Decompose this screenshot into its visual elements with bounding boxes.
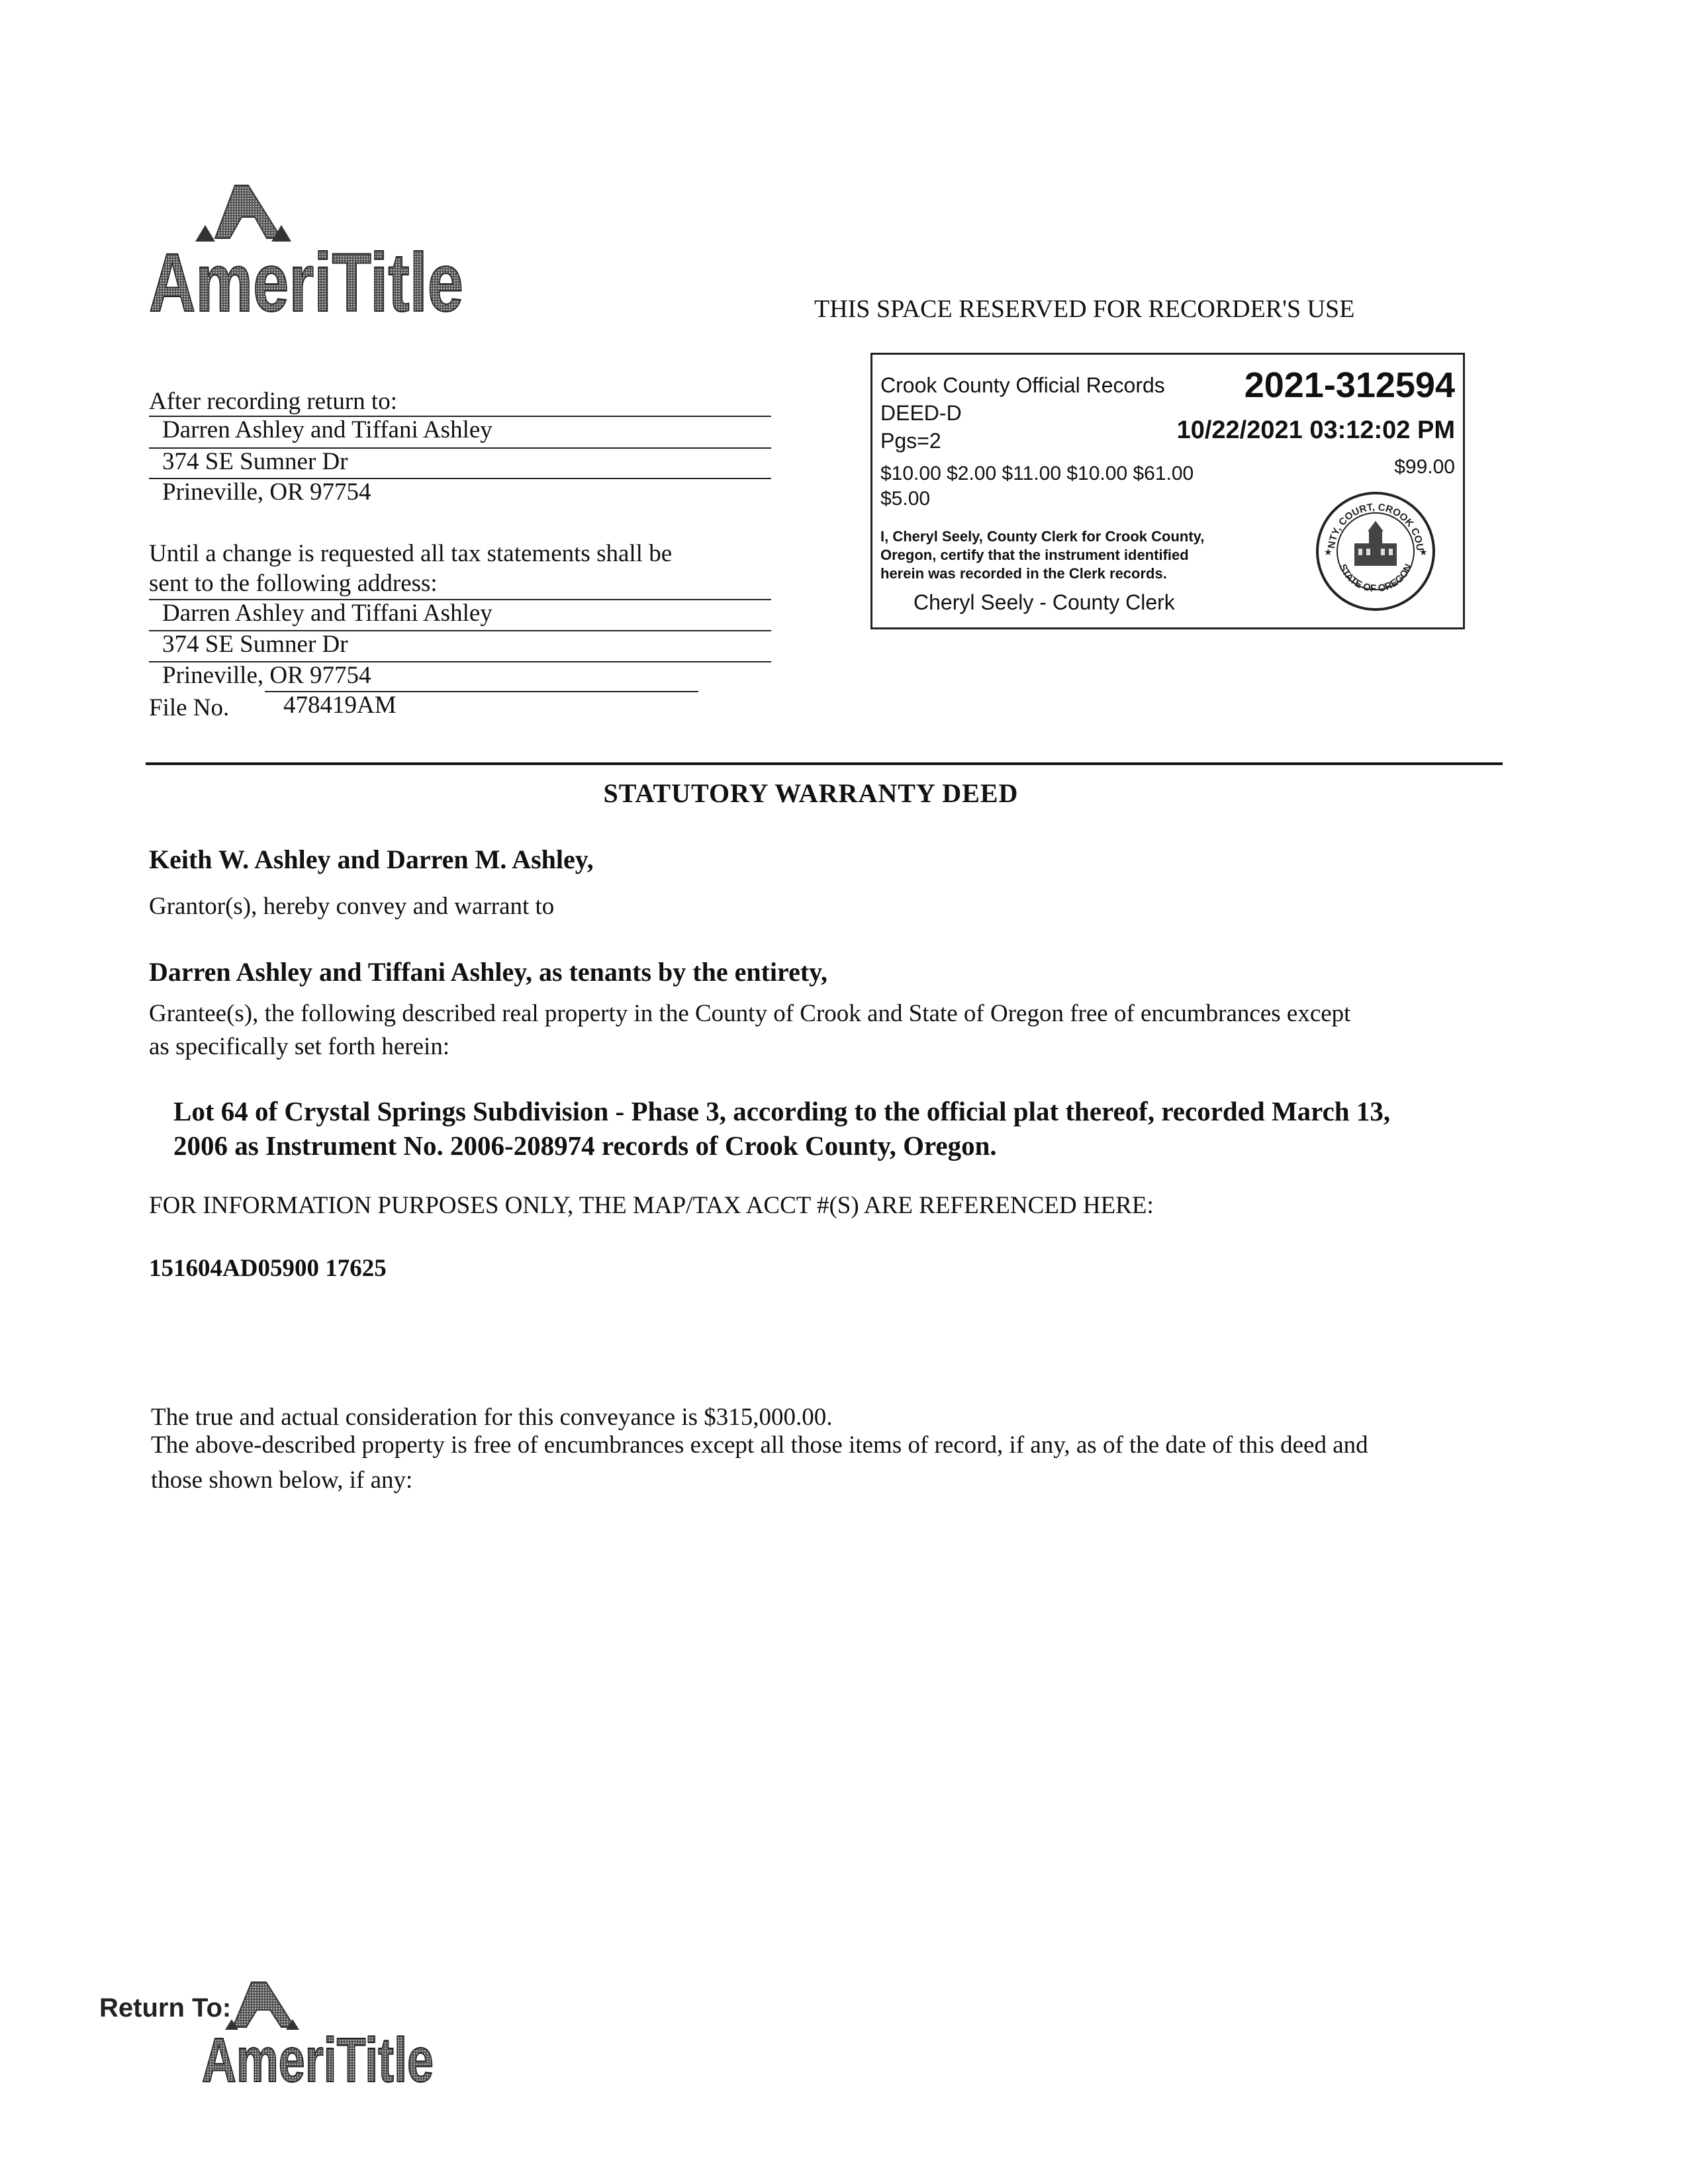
footer-logo-mark-icon [93, 1976, 437, 2095]
recorded-datetime: 10/22/2021 03:12:02 PM [1176, 416, 1455, 444]
document-type: DEED-D [880, 401, 962, 425]
clerk-signature: Cheryl Seely - County Clerk [914, 590, 1175, 614]
tax-name: Darren Ashley and Tiffani Ashley [162, 600, 492, 627]
deed-title: STATUTORY WARRANTY DEED [603, 778, 1019, 808]
certification-line-3: herein was recorded in the Clerk records. [880, 565, 1167, 582]
fees-line-1: $10.00 $2.00 $11.00 $10.00 $61.00 [880, 463, 1194, 484]
total-fee: $99.00 [1394, 456, 1455, 478]
recorder-office: Crook County Official Records [880, 373, 1165, 397]
svg-text:★: ★ [1324, 548, 1333, 558]
logo-wordmark: AmeriTitle [149, 237, 463, 329]
grantees: Darren Ashley and Tiffani Ashley, as tenants by the entirety, [149, 957, 827, 987]
file-number-label: File No. [149, 694, 230, 721]
certification-line-2: Oregon, certify that the instrument identified [880, 547, 1189, 563]
ameritite-logo-mark-icon [149, 179, 467, 329]
tax-street: 374 SE Sumner Dr [162, 631, 348, 658]
ameritite-logo [149, 179, 467, 329]
return-to-name: Darren Ashley and Tiffani Ashley [162, 416, 492, 443]
tax-statements-label-1: Until a change is requested all tax statements shall be [149, 540, 673, 567]
fees-line-2: $5.00 [880, 488, 931, 510]
encumbrance-statement-2: those shown below, if any: [151, 1467, 413, 1494]
recorder-reserved-label: THIS SPACE RESERVED FOR RECORDER'S USE [814, 295, 1355, 323]
recorder-stamp-box [870, 353, 1465, 629]
grantee-clause-1: Grantee(s), the following described real property in the County of Crook and State of Oregon free of encumbrances except [149, 1000, 1351, 1027]
county-seal-icon [1315, 490, 1436, 612]
tax-statements-label-2: sent to the following address: [149, 570, 438, 597]
grantor-clause: Grantor(s), hereby convey and warrant to [149, 893, 555, 920]
consideration-statement: The true and actual consideration for this conveyance is $315,000.00. [151, 1404, 833, 1431]
svg-text:STATE OF OREGON: STATE OF OREGON [1336, 562, 1415, 595]
certification-line-1: I, Cheryl Seely, County Clerk for Crook County, [880, 528, 1205, 545]
return-to-label: After recording return to: [149, 388, 397, 415]
grantee-clause-2: as specifically set forth herein: [149, 1033, 450, 1060]
county-seal [1315, 490, 1436, 612]
legal-description-1: Lot 64 of Crystal Springs Subdivision - Phase 3, according to the official plat thereof, recorded March 13, [173, 1096, 1391, 1126]
map-tax-label: FOR INFORMATION PURPOSES ONLY, THE MAP/TAX ACCT #(S) ARE REFERENCED HERE: [149, 1192, 1154, 1219]
tax-city: Prineville, OR 97754 [162, 662, 371, 689]
instrument-number: 2021-312594 [1244, 365, 1455, 405]
svg-text:COUNTY, COURT, CROOK COUNTY: NTY, COURT, CROOK COU [1326, 501, 1426, 551]
map-tax-value: 151604AD05900 17625 [149, 1255, 387, 1282]
legal-description-2: 2006 as Instrument No. 2006-208974 records of Crook County, Oregon. [173, 1130, 997, 1161]
encumbrance-statement-1: The above-described property is free of encumbrances except all those items of record, if any, as of the date of this deed and [151, 1432, 1368, 1459]
svg-text:★: ★ [1419, 548, 1428, 558]
grantors: Keith W. Ashley and Darren M. Ashley, [149, 844, 594, 874]
file-number-value: 478419AM [283, 692, 397, 719]
footer-logo-wordmark: AmeriTitle [202, 2025, 434, 2095]
header-divider [146, 762, 1503, 765]
return-to-city: Prineville, OR 97754 [162, 478, 371, 506]
return-to-street: 374 SE Sumner Dr [162, 448, 348, 475]
footer-return-to-label: Return To: [99, 1993, 232, 2023]
footer-return-to-logo [93, 1976, 437, 2095]
page-count: Pgs=2 [880, 429, 941, 453]
